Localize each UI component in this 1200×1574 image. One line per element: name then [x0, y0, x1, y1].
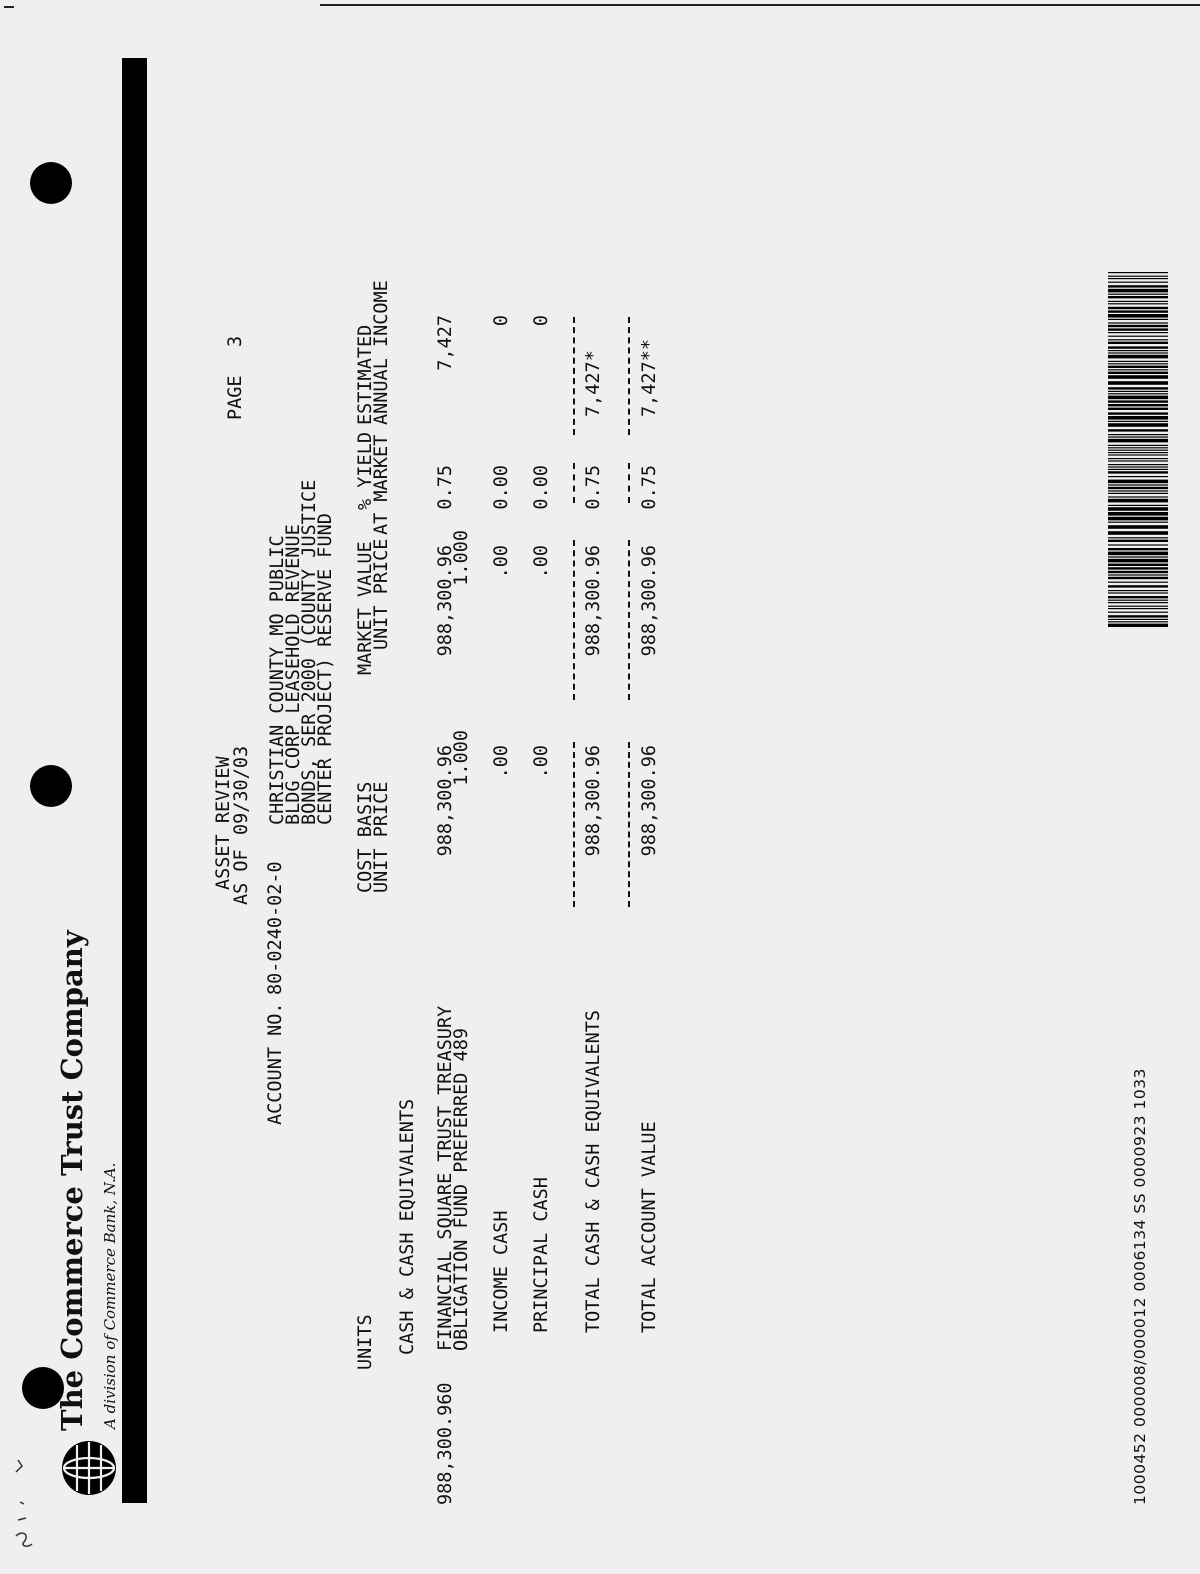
punch-hole-top	[30, 162, 72, 204]
row-yield: 0.00	[531, 465, 552, 510]
company-subtitle: A division of Commerce Bank, N.A.	[101, 1162, 119, 1429]
row-yield: 0.75	[435, 465, 456, 510]
account-description-line: CENTER PROJECT) RESERVE FUND	[315, 513, 336, 825]
total-cost-basis: 988,300.96	[639, 745, 660, 857]
account-number: 80-0240-02-0	[265, 861, 286, 995]
row-income: 0	[531, 315, 552, 327]
total-income: 7,427**	[639, 339, 660, 417]
row-cost-basis: .00	[531, 745, 552, 779]
row-cost-basis: 988,300.96	[435, 745, 456, 857]
footer-document-code: 1000452 000008/000012 0006134 SS 0000923 1033	[1131, 1068, 1149, 1505]
company-logo	[55, 930, 130, 1497]
header-cost-unit-price: UNIT PRICE	[371, 781, 392, 893]
header-estimated: ESTIMATED	[355, 324, 376, 425]
total-yield: 0.75	[639, 465, 660, 510]
header-units: UNITS	[355, 1314, 376, 1370]
total-rule	[628, 317, 630, 435]
total-rule	[628, 742, 630, 907]
account-description-line: BONDS, SER 2000 (COUNTY JUSTICE	[299, 479, 320, 825]
row-description: FINANCIAL SQUARE TRUST TREASURY	[435, 1005, 456, 1351]
subtotal-rule	[573, 540, 575, 700]
header-yield-at-market: AT MARKET	[371, 434, 392, 535]
row-market-unit-price: 1.000	[451, 530, 472, 586]
page-label: PAGE	[225, 375, 246, 420]
section-title: CASH & CASH EQUIVALENTS	[397, 1098, 418, 1355]
account-description-line: CHRISTIAN COUNTY MO PUBLIC	[267, 535, 288, 825]
top-edge-rule	[320, 4, 1200, 6]
row-market-value: .00	[491, 545, 512, 579]
row-yield: 0.00	[491, 465, 512, 510]
total-market-value: 988,300.96	[639, 545, 660, 657]
punch-hole-middle	[30, 765, 72, 807]
subtotal-rule	[573, 317, 575, 435]
row-income: 7,427	[435, 315, 456, 371]
as-of-date: 09/30/03	[231, 745, 252, 835]
total-market-value: 988,300.96	[583, 545, 604, 657]
asset-review-sheet	[55, 60, 1170, 1505]
header-market-unit-price: UNIT PRICE	[371, 538, 392, 650]
total-label: TOTAL CASH & CASH EQUIVALENTS	[583, 1009, 604, 1333]
as-of-label: AS OF	[231, 849, 252, 905]
corner-tick-mark	[4, 6, 14, 8]
header-market-value: MARKET VALUE	[355, 541, 376, 675]
page-number: 3	[225, 335, 246, 347]
row-units: 988,300.960	[435, 1382, 456, 1505]
total-rule	[628, 463, 630, 503]
total-yield: 0.75	[583, 465, 604, 510]
account-description-line: BLDG CORP LEASEHOLD REVENUE	[283, 524, 304, 825]
row-description: PRINCIPAL CASH	[531, 1177, 552, 1333]
row-description: OBLIGATION FUND PREFERRED 489	[451, 1027, 472, 1351]
row-description: INCOME CASH	[491, 1210, 512, 1333]
header-annual-income: ANNUAL INCOME	[371, 280, 392, 425]
header-yield: % YIELD	[355, 432, 376, 510]
total-cost-basis: 988,300.96	[583, 745, 604, 857]
row-market-value: .00	[531, 545, 552, 579]
subtotal-rule	[573, 463, 575, 503]
company-name: The Commerce Trust Company	[55, 930, 89, 1431]
total-label: TOTAL ACCOUNT VALUE	[639, 1121, 660, 1333]
row-income: 0	[491, 315, 512, 327]
pen-scribble-mark	[8, 1452, 38, 1552]
account-label: ACCOUNT NO.	[265, 1002, 286, 1125]
row-cost-basis: .00	[491, 745, 512, 779]
total-income: 7,427*	[583, 350, 604, 417]
row-cost-unit-price: 1.000	[451, 730, 472, 786]
globe-icon	[60, 1439, 118, 1497]
row-market-value: 988,300.96	[435, 545, 456, 657]
header-cost-basis: COST BASIS	[355, 781, 376, 893]
subtotal-rule	[573, 742, 575, 907]
total-rule	[628, 540, 630, 700]
report-title: ASSET REVIEW	[213, 756, 234, 890]
